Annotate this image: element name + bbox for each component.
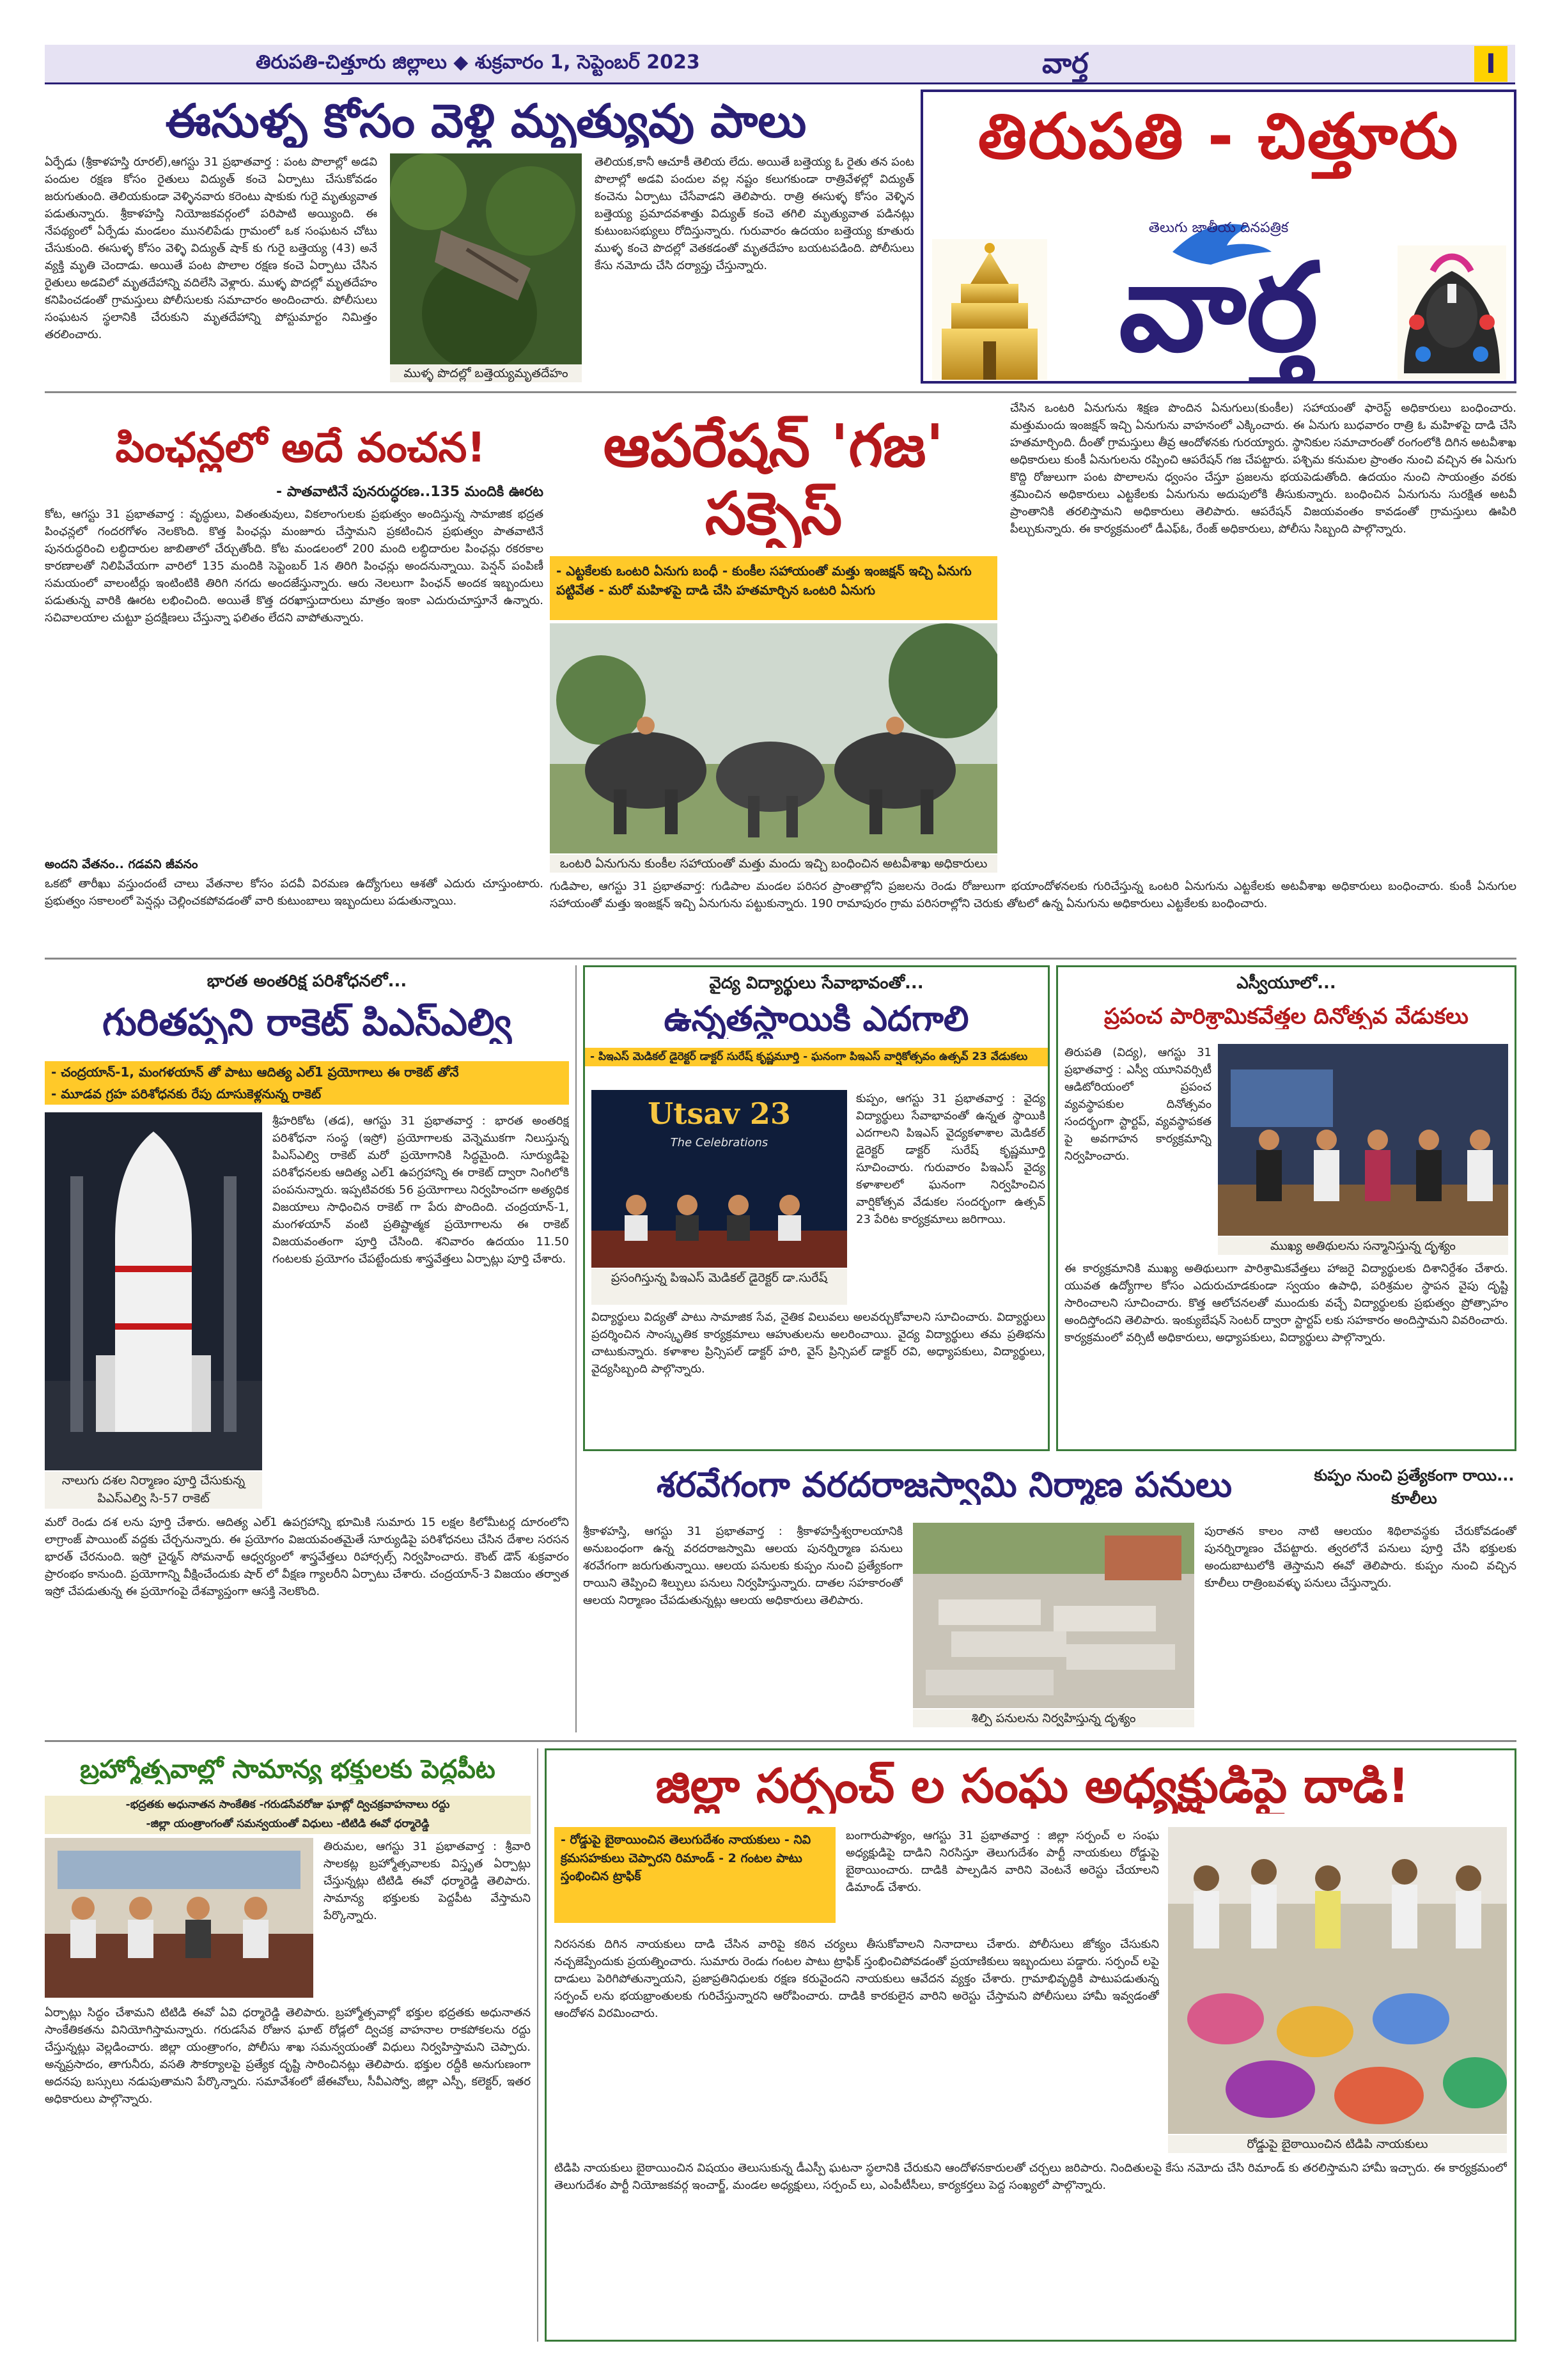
divider	[45, 1740, 1516, 1742]
story1-headline: ఈసుళ్ళ కోసం వెళ్లి మృత్యువు పాలు	[165, 95, 807, 148]
story7-headline: శరవేగంగా వరదరాజస్వామి నిర్మాణ పనులు	[656, 1465, 1233, 1505]
story4-rocket-photo	[45, 1112, 262, 1470]
story7-side-kicker: కుప్పం నుంచి ప్రత్యేకంగా రాయి... కూలీలు	[1314, 1466, 1515, 1507]
story2-subhead: అందని వేతనం.. గడవని జీవనం	[45, 857, 198, 871]
story8-meeting-photo	[45, 1838, 313, 1998]
story3-deck: - ఎట్టకేలకు ఒంటరి ఏనుగు బంధీ - కుంకీల సహాయంతో మత్తు ఇంజక్షన్ ఇచ్చి ఏనుగు పట్టివేత - మరో మహిళపై దాడి చేసి హతమార్చిన ఒంటరి ఏనుగు	[550, 556, 997, 620]
story6-kicker: ఎస్వీయూలో...	[1236, 974, 1336, 993]
story6-photo	[1218, 1044, 1508, 1236]
deity-image	[1398, 245, 1506, 380]
story5-event-photo	[591, 1090, 847, 1268]
story9-body-mid: నిరసనకు దిగిన నాయకులు దాడి చేసిన వారిపై కఠిన చర్యలు తీసుకోవాలని నినాదాలు చేశారు. పోలీసులు జోక్యం చేసుకుని నచ్చజెప్పేందుకు ప్రయత్నించారు. సుమారు రెండు గంటల పాటు ట్రాఫిక్ స్తంభించిపోవడంతో ప్రయాణికులు ఇబ్బందులు పడ్డారు. సర్పంచ్ లపై దాడులు పెరిగిపోతున్నాయని, ప్రజాప్రతినిధులకు రక్షణ కరువైందని నాయకులు ఆవేదన వ్యక్తం చేశారు. గ్రామాభివృద్ధికి పాటుపడుతున్న సర్పంచ్ లను భయభ్రాంతులకు గురిచేస్తున్నారని ఆరోపించారు. దాడికి కారకులైన వారిని అరెస్టు చేస్తామని పోలీసులు హామీ ఇవ్వడంతో ఆందోళన విరమించారు.	[554, 1938, 1159, 2020]
story8-deck2: -జిల్లా యంత్రాంగంతో సమన్వయంతో విధులు -టిటిడి ఈవో ధర్మారెడ్డి	[45, 1815, 531, 1834]
story5-deck: - పిఇఎస్ మెడికల్ డైరెక్టర్ డాక్టర్ సురేష్ కృష్ణమూర్తి - ఘనంగా పిఇఎస్ వార్షికోత్సవం ఉత్సవ్ 23 వేడుకలు	[585, 1048, 1048, 1066]
story9-deck: - రోడ్డుపై బైఠాయించిన తెలుగుదేశం నాయకులు - నివి క్రమసహకులు చెప్పారని రిమాండ్ - 2 గంటల పాటు స్తంభించిన ట్రాఫిక్	[554, 1827, 836, 1923]
story4-caption: నాలుగు దశల నిర్మాణం పూర్తి చేసుకున్న పిఎస్ఎల్వి సి-57 రాకెట్	[45, 1472, 262, 1509]
story4-body-right: శ్రీహరికోట (తడ), ఆగస్టు 31 ప్రభాతవార్త : భారత అంతరిక్ష పరిశోధనా సంస్థ (ఇస్రో) ప్రయోగాలకు వెన్నెముకగా నిలుస్తున్న పిఎస్ఎల్వి రాకెట్ మరో ప్రయోగానికి సిద్ధమైంది. సూర్యుడిపై పరిశోధనలకు ఆదిత్య ఎల్1 ఉపగ్రహాన్ని ఈ రాకెట్ ద్వారా నింగిలోకి పంపనున్నారు. ఇప్పటివరకు 56 ప్రయోగాలు నిర్వహించగా అత్యధిక విజయాలు సాధించిన రాకెట్ గా పేరు పొందింది. చంద్రయాన్-1, మంగళయాన్ వంటి ప్రతిష్టాత్మక ప్రయోగాలను ఈ రాకెట్ విజయవంతంగా పూర్తి చేసింది. శనివారం ఉదయం 11.50 గంటలకు ప్రయోగం చేపట్టేందుకు శాస్త్రవేత్తలు ఏర్పాట్లు పూర్తి చేశారు.	[272, 1114, 569, 1266]
story-varadaraja-temple	[583, 1459, 1516, 1734]
story9-caption: రోడ్డుపై బైఠాయించిన టిడిపి నాయకులు	[1168, 2135, 1507, 2153]
story5-caption: ప్రసంగిస్తున్న పిఇఎస్ మెడికల్ డైరెక్టర్ డా.సురేష్	[591, 1269, 847, 1305]
story8-deck1: -భద్రతకు అధునాతన సాంకేతిక -గరుడసేవరోజు ఘాట్లో ద్విచక్రవాహనాలు రద్దు	[45, 1796, 531, 1815]
story5-body-right: కుప్పం, ఆగస్టు 31 ప్రభాతవార్త : వైద్య విద్యార్థులు సేవాభావంతో ఉన్నత స్థాయికి ఎదగాలని పిఇఎస్ వైద్యకళాశాల మెడికల్ డైరెక్టర్ డాక్టర్ సురేష్ కృష్ణమూర్తి సూచించారు. గురువారం పిఇఎస్ వైద్య కళాశాలలో ఘనంగా నిర్వహించిన వార్షికోత్సవ వేడుకల సందర్భంగా ఉత్సవ్ 23 పేరిట కార్యక్రమాలు జరిగాయి.	[856, 1092, 1045, 1226]
story1-caption: ముళ్ళ పొదల్లో బత్తెయ్యమృతదేహం	[390, 364, 582, 382]
story-brahmotsavam	[45, 1748, 531, 2342]
story6-body-bottom: ఈ కార్యక్రమానికి ముఖ్య అతిథులుగా పారిశ్రామికవేత్తలు హాజరై విద్యార్థులకు దిశానిర్దేశం చేశారు. యువత ఉద్యోగాల కోసం ఎదురుచూడకుండా స్వయం ఉపాధి, పరిశ్రమల స్థాపన వైపు దృష్టి సారించాలని సూచించారు. కొత్త ఆలోచనలతో ముందుకు వచ్చే విద్యార్థులకు ప్రభుత్వం ప్రోత్సాహం అందిస్తోందని తెలిపారు. ఇంక్యుబేషన్ సెంటర్ ద్వారా స్టార్టప్ లకు సహకారం అందిస్తామని వివరించారు. కార్యక్రమంలో వర్సిటీ అధికారులు, అధ్యాపకులు, విద్యార్థులు పాల్గొన్నారు.	[1064, 1262, 1508, 1344]
story2-body: కోట, ఆగస్టు 31 ప్రభాతవార్త : వృద్ధులు, వితంతువులు, వికలాంగులకు ప్రభుత్వం అందిస్తున్న సామాజిక భద్రత పింఛన్లలో గందరగోళం నెలకొంది. కొత్త పింఛన్లు మంజూరు చేస్తామని ప్రకటించిన ప్రభుత్వం పాతవాటినే పునరుద్ధరించి లబ్ధిదారుల జాబితాలో చేర్చుతోంది. కోట మండలంలో 200 మంది లబ్ధిదారుల పింఛన్లు రకరకాల కారణాలతో నిలిపివేయగా వారిలో 135 మందికి సెప్టెంబర్ 1న తిరిగి పింఛన్లు అందనున్నాయి. పెన్షన్ పంపిణీ సమయంలో వాలంటీర్లు ఇంటింటికి తిరిగి నగదు అందజేస్తున్నారు. ఆరు నెలలుగా పింఛన్ అందక ఇబ్బందులు పడుతున్న వారికి ఊరట లభించింది. అయితే కొత్త దరఖాస్తుదారులు మాత్రం ఇంకా ఎదురుచూస్తూనే ఉన్నారు. సచివాలయాల చుట్టూ ప్రదక్షిణలు చేస్తున్నా ఫలితం లేదని వాపోతున్నారు.	[45, 508, 543, 625]
story3-body-bottom: గుడిపాల, ఆగస్టు 31 ప్రభాతవార్త: గుడిపాల మండల పరిసర ప్రాంతాల్లోని ప్రజలను రెండు రోజులుగా భయాందోళనలకు గురిచేస్తున్న ఒంటరి ఏనుగును ఎట్టకేలకు అటవీశాఖ అధికారులు బంధించారు. కుంకీ ఏనుగుల సహాయంతో మత్తు ఇంజక్షన్ ఇచ్చి ఏనుగును పట్టుకున్నారు. 190 రామాపురం గ్రామ పరిసరాల్లోని చెరుకు తోటలో ఉన్న ఏనుగును అధికారులు ఎట్టకేలకు బంధించారు.	[550, 880, 1516, 910]
masthead-tagline: తెలుగు జాతీయ దినపత్రిక	[1148, 220, 1289, 236]
folio-strip	[45, 45, 1515, 84]
masthead-region: తిరుపతి - చిత్తూరు	[978, 100, 1460, 173]
story7-photo	[913, 1523, 1194, 1708]
story9-body-top: బంగారుపాళ్యం, ఆగస్టు 31 ప్రభాతవార్త : జిల్లా సర్పంచ్ ల సంఘ అధ్యక్షుడిపై దాడిని నిరసిస్తూ తెలుగుదేశం పార్టీ నాయకులు రోడ్డుపై బైఠాయించారు. దాడికి పాల్పడిన వారిని వెంటనే అరెస్టు చేయాలని డిమాండ్ చేశారు.	[846, 1829, 1159, 1894]
divider	[45, 391, 1516, 393]
dateline: తిరుపతి-చిత్తూరు జిల్లాలు ◆ శుక్రవారం 1, సెప్టెంబర్ 2023	[256, 51, 700, 74]
story3-body-right: చేసిన ఒంటరి ఏనుగును శిక్షణ పొందిన ఏనుగులు(కుంకీల) సహాయంతో ఫారెస్ట్ అధికారులు బంధించారు. మత్తుమందు ఇంజక్షన్ ఇచ్చి ఏనుగును వాహనంలో ఎక్కించారు. ఈ ఏనుగు బుధవారం రాత్రి ఓ మహిళపై దాడి చేసి హతమార్చింది. దీంతో గ్రామస్తులు తీవ్ర ఆందోళనకు గురయ్యారు. స్థానికుల సమాచారంతో రంగంలోకి దిగిన అటవీశాఖ అధికారులు కుంకీ ఏనుగులను రప్పించి ఆపరేషన్ గజ చేపట్టారు. పశ్చిమ కనుమల ప్రాంతం నుంచి వచ్చిన ఈ ఏనుగు కొద్ది రోజులుగా పంట పొలాలను ధ్వంసం చేస్తూ ప్రజలను భయపెడుతోంది. ఉదయం నుంచి సాయంత్రం వరకు శ్రమించిన అధికారులు ఎట్టకేలకు ఏనుగును అదుపులోకి తీసుకున్నారు. బంధించిన ఏనుగును సురక్షిత అటవీ ప్రాంతానికి తరలిస్తామని అధికారులు తెలిపారు. ఆపరేషన్ విజయవంతం కావడంతో గ్రామస్తులు ఊపిరి పీల్చుకున్నారు. ఈ కార్యక్రమంలో డీఎఫ్ఓ, రేంజ్ అధికారులు, పోలీసు సిబ్బంది పాల్గొన్నారు.	[1010, 401, 1516, 536]
story9-protest-photo	[1168, 1827, 1507, 2134]
story8-headline: బ్రహ్మోత్సవాల్లో సామాన్య భక్తులకు పెద్దపీట	[80, 1755, 495, 1784]
story4-deck2: - మూడవ గ్రహ పరిశోధనకు రేపు దూసుకెళ్లనున్న రాకెట్	[45, 1083, 569, 1105]
folio-brand: వార్త	[1042, 47, 1089, 80]
story9-body-bottom: టిడిపి నాయకులు బైఠాయించిన విషయం తెలుసుకున్న డీఎస్పీ ఘటనా స్థలానికి చేరుకుని ఆందోళనకారులతో చర్చలు జరిపారు. నిందితులపై కేసు నమోదు చేసి రిమాండ్ కు తరలిస్తామని హామీ ఇచ్చారు. ఈ కార్యక్రమంలో తెలుగుదేశం పార్టీ నియోజకవర్గ ఇంచార్జ్, మండల అధ్యక్షులు, సర్పంచ్ లు, ఎంపీటీసీలు, కార్యకర్తలు పెద్ద సంఖ్యలో పాల్గొన్నారు.	[554, 2161, 1507, 2192]
story1-body-left: ఏర్పేడు (శ్రీకాళహస్తి రూరల్),ఆగస్టు 31 ప్రభాతవార్త : పంట పొలాల్లో అడవి పందుల రక్షణ కోసం రైతులు విద్యుత్ కంచె ఏర్పాటు చేసుకోవడం జరుగుతుంది. తెలియకుండా వెళ్ళినవారు కరెంటు షాకుకు గురై మృత్యువాత పడుతున్నారు. శ్రీకాళహస్తి నియోజకవర్గంలో పరిపాటి అయ్యింది. ఈ నేపథ్యంలో ఏర్పేడు మండలం మునలిపేడు గ్రామంలో ఒక సంఘటన చోటు చేసుకుంది. ఈసుళ్ళ కోసం వెళ్ళి విద్యుత్ షాక్ కు గురై బత్తెయ్య (43) అనే వ్యక్తి మృతి చెందాడు. అయితే పంట పొలాల రక్షణ కంచె ఏర్పాటు చేసిన రైతులు అడవిలో మృతదేహాన్ని వదిలేసి వెళ్లారు. ముళ్ళ పొదల్లో మృతదేహం కనిపించడంతో గ్రామస్తులు పోలీసులకు సమాచారం అందించారు. పోలీసులు సంఘటన స్థలానికి చేరుకుని మృతదేహాన్ని పోస్టుమార్టం నిమిత్తం తరలించారు.	[45, 155, 377, 341]
story4-body-bottom: మరో రెండు దశ లను పూర్తి చేశారు. ఆదిత్య ఎల్1 ఉపగ్రహాన్ని భూమికి సుమారు 15 లక్షల కిలోమీటర్ల దూరంలోని లాగ్రాంజ్ పాయింట్ వద్దకు చేర్చనున్నారు. ఈ ప్రయోగం విజయవంతమైతే సూర్యుడిపై పరిశోధనలు చేసిన దేశాల సరసన భారత్ చేరనుంది. ఇస్రో చైర్మన్ సోమనాథ్ ఆధ్వర్యంలో శాస్త్రవేత్తలు రిహార్సల్స్ నిర్వహించారు. కౌంట్ డౌన్ శుక్రవారం ప్రారంభం కానుంది. ప్రయోగాన్ని వీక్షించేందుకు షార్ లో వీక్షణ గ్యాలరీని ఏర్పాటు చేశారు. చంద్రయాన్-3 విజయం తర్వాత ఇస్రో చేపడుతున్న ఈ ప్రయోగంపై దేశవ్యాప్తంగా ఆసక్తి నెలకొంది.	[45, 1516, 569, 1598]
story3-caption: ఒంటరి ఏనుగును కుంకీల సహాయంతో మత్తు మందు ఇచ్చి బంధించిన అటవీశాఖ అధికారులు	[550, 855, 997, 873]
story-operation-gaja	[550, 400, 1516, 953]
story5-body-bottom: విద్యార్థులు విద్యతో పాటు సామాజిక సేవ, నైతిక విలువలు అలవర్చుకోవాలని సూచించారు. విద్యార్థులు ప్రదర్శించిన సాంస్కృతిక కార్యక్రమాలు ఆహుతులను అలరించాయి. వైద్య విద్యార్థులు తమ ప్రతిభను చాటుకున్నారు. కళాశాల ప్రిన్సిపల్ డాక్టర్ హరి, వైస్ ప్రిన్సిపల్ డాక్టర్ రవి, అధ్యాపకులు, విద్యార్థులు, వైద్యసిబ్బంది పాల్గొన్నారు.	[591, 1311, 1045, 1376]
story1-body-right: తెలియక,కానీ ఆచూకీ తెలియ లేదు. అయితే బత్తెయ్య ఓ రైతు తన పంట పొలాల్లో అడవి పందుల వల్ల నష్టం కలుగకుండా రాత్రివేళల్లో విద్యుత్ కంచెను ఏర్పాటు చేసేవాడని తెలిపారు. రాత్రి ఈసుళ్ళ కోసం వెళ్ళిన బత్తెయ్య ప్రమాదవశాత్తు విద్యుత్ కంచె తగిలి మృత్యువాత పడినట్లు కుటుంబసభ్యులు రోదిస్తున్నారు. గురువారం ఉదయం బత్తెయ్య కూతురు ముళ్ళ కంచె పొదల్లో వెతకడంతో మృతదేహం బయటపడింది. పోలీసులు కేసు నమోదు చేసి దర్యాప్తు చేస్తున్నారు.	[595, 155, 914, 272]
story2-headline: పింఛన్లలో అదే వంచన!	[115, 425, 486, 472]
divider	[45, 958, 1516, 960]
story-sarpanch-attack	[545, 1748, 1516, 2342]
story-pslv	[45, 965, 569, 1732]
story6-caption: ముఖ్య అతిథులను సన్మానిస్తున్న దృశ్యం	[1218, 1237, 1508, 1255]
story6-headline: ప్రపంచ పారిశ్రామికవేత్తల దినోత్సవ వేడుకలు	[1104, 1004, 1468, 1029]
story3-elephants-photo	[550, 623, 997, 853]
story4-kicker: భారత అంతరిక్ష పరిశోధనలో...	[206, 972, 407, 991]
story8-body-bottom: ఏర్పాట్లు సిద్ధం చేశామని టిటిడి ఈవో ఏవి ధర్మారెడ్డి తెలిపారు. బ్రహ్మోత్సవాల్లో భక్తుల భద్రతకు అధునాతన సాంకేతికతను వినియోగిస్తామన్నారు. గరుడసేవ రోజున ఘాట్ రోడ్లలో ద్విచక్ర వాహనాల రాకపోకలను రద్దు చేస్తున్నట్లు వెల్లడించారు. జిల్లా యంత్రాంగం, పోలీసు శాఖ సమన్వయంతో విధులు నిర్వహిస్తామని చెప్పారు. అన్నప్రసాదం, తాగునీరు, వసతి సౌకర్యాలపై ప్రత్యేక దృష్టి సారించినట్లు తెలిపారు. భక్తుల రద్దీకి అనుగుణంగా అదనపు బస్సులు నడుపుతామని పేర్కొన్నారు. సమావేశంలో జేఈవోలు, సీవీఎస్వో, జిల్లా ఎస్పీ, కలెక్టర్, ఇతర అధికారులు పాల్గొన్నారు.	[45, 2006, 531, 2106]
story8-body-right: తిరుమల, ఆగస్టు 31 ప్రభాతవార్త : శ్రీవారి సాలకట్ల బ్రహ్మోత్సవాలకు విస్తృత ఏర్పాట్లు చేస్తున్నట్లు టిటిడి ఈవో ధర్మారెడ్డి తెలిపారు. సామాన్య భక్తులకు పెద్దపీట వేస్తామని పేర్కొన్నారు.	[323, 1840, 531, 1922]
story4-deck1: - చంద్రయాన్-1, మంగళయాన్ తో పాటు ఆదిత్య ఎల్1 ప్రయోగాలు ఈ రాకెట్ తోనే	[45, 1061, 569, 1083]
story6-body-right: తిరుపతి (విద్య), ఆగస్టు 31 ప్రభాతవార్త : ఎస్వీ యూనివర్సిటీ ఆడిటోరియంలో ప్రపంచ వ్యవస్థాపకుల దినోత్సవం సందర్భంగా స్టార్టప్, వ్యవస్థాపకత పై అవగాహన కార్యక్రమాన్ని నిర్వహించారు.	[1064, 1046, 1211, 1163]
masthead	[921, 89, 1516, 384]
story2-body2: ఒకటో తారీఖు వస్తుందంటే చాలు వేతనాల కోసం పదవీ విరమణ ఉద్యోగులు ఆశతో ఎదురు చూస్తుంటారు. ప్రభుత్వం సకాలంలో పెన్షన్లు చెల్లించకపోవడంతో వారి కుటుంబాలు ఇబ్బందులు పడుతున్నాయి.	[45, 877, 543, 908]
utsav-banner: Utsav 23	[648, 1096, 791, 1131]
divider	[575, 965, 577, 1732]
story7-body-right: పురాతన కాలం నాటి ఆలయం శిథిలావస్థకు చేరుకోవడంతో పునర్నిర్మాణం చేపట్టారు. త్వరలోనే పనులు పూర్తి చేసి భక్తులకు అందుబాటులోకి తెస్తామని ఈవో తెలిపారు. కుప్పం నుంచి వచ్చిన కూలీలు రాత్రింబవళ్ళు పనులు చేస్తున్నారు.	[1204, 1525, 1516, 1590]
divider	[537, 1748, 538, 2342]
story4-headline: గురితప్పని రాకెట్ పిఎస్ఎల్వి	[102, 1001, 512, 1044]
page-number: I	[1474, 46, 1507, 82]
story3-headline: ఆపరేషన్ 'గజ' సక్సెస్	[603, 412, 944, 548]
story-harvest-death	[45, 89, 914, 384]
story7-caption: శిల్పి పనులను నిర్వహిస్తున్న దృశ్యం	[913, 1709, 1194, 1727]
story2-deck: - పాతవాటినే పునరుద్ధరణ..135 మందికి ఊరట	[276, 484, 543, 500]
utsav-banner-sub: The Celebrations	[670, 1136, 768, 1149]
story5-headline: ఉన్నతస్థాయికి ఎదగాలి	[664, 999, 969, 1039]
story-entrepreneurs-day	[1056, 965, 1516, 1451]
story9-headline: జిల్లా సర్పంచ్ ల సంఘ అధ్యక్షుడిపై దాడి!	[655, 1759, 1410, 1814]
story-utsav	[583, 965, 1050, 1451]
story-pension	[45, 400, 543, 953]
masthead-logo: వార్త	[1119, 237, 1318, 378]
story1-photo	[390, 153, 582, 364]
story5-kicker: వైద్య విద్యార్థులు సేవాభావంతో...	[709, 974, 924, 993]
story7-body-left: శ్రీకాళహస్తి, ఆగస్టు 31 ప్రభాతవార్త : శ్రీకాళహస్తీశ్వరాలయానికి అనుబంధంగా ఉన్న వరదరాజస్వామి ఆలయ పునర్నిర్మాణ పనులు శరవేగంగా జరుగుతున్నాయి. ఆలయ పనులకు కుప్పం నుంచి ప్రత్యేకంగా రాయిని తెప్పించి శిల్పులు పనులు నిర్వహిస్తున్నారు. దాతల సహకారంతో ఆలయ నిర్మాణం చేపడుతున్నట్లు ఆలయ అధికారులు తెలిపారు.	[583, 1525, 903, 1607]
